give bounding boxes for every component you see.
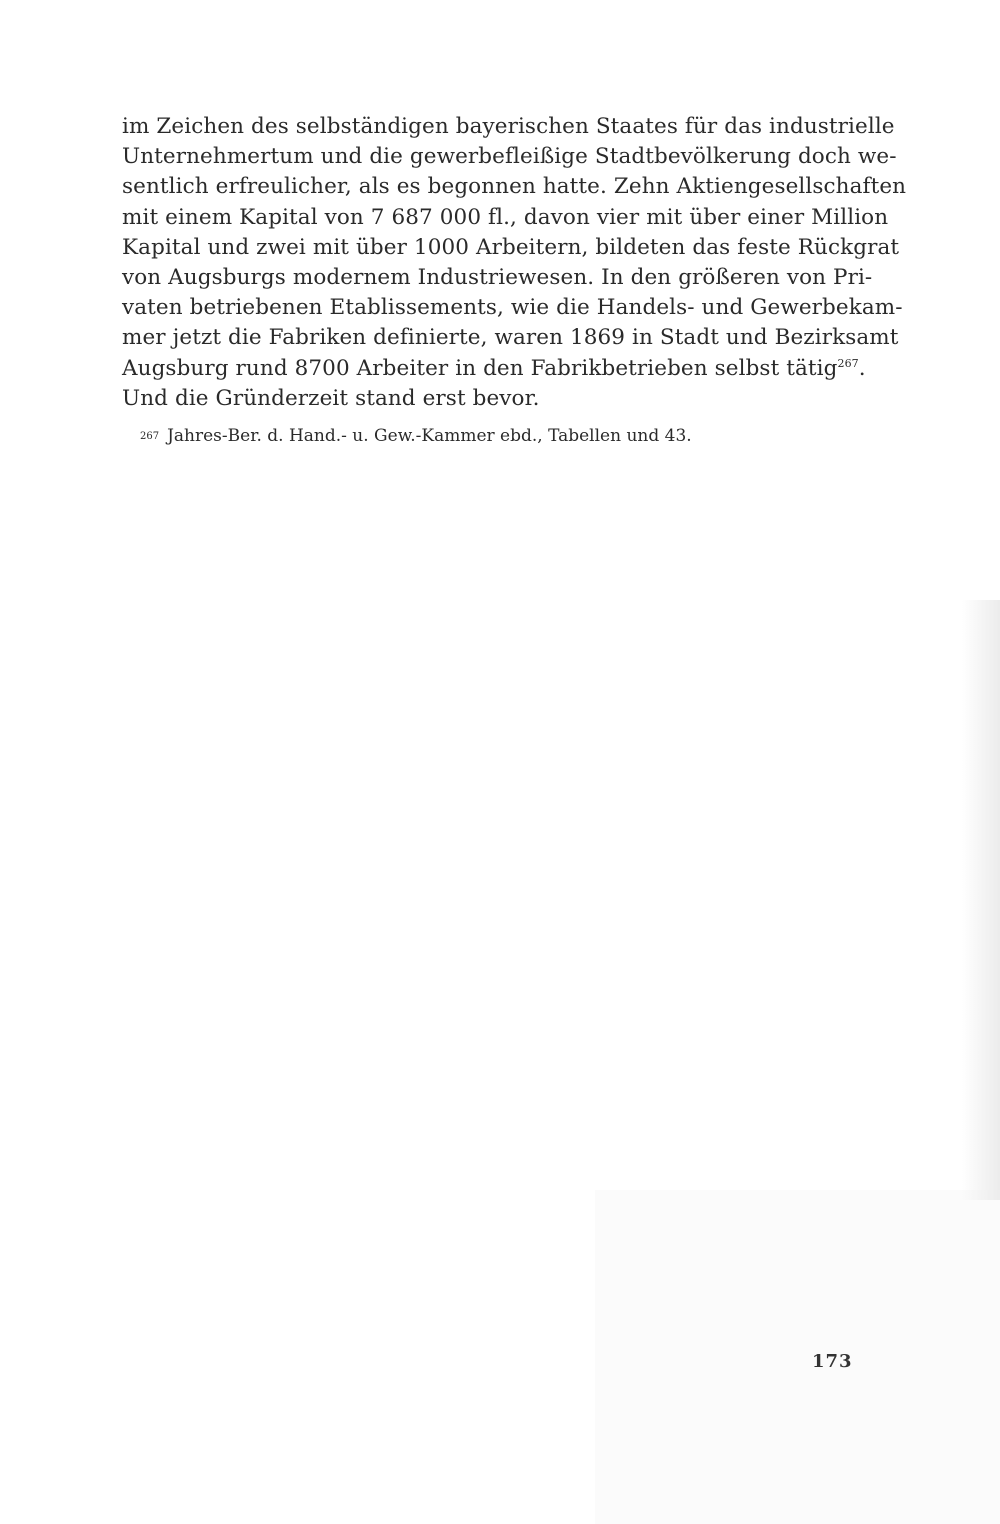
text-line: vaten betriebenen Etablissements, wie die Handels- und Gewerbekam- — [122, 295, 903, 321]
text-line: Und die Gründerzeit stand erst bevor. — [122, 385, 540, 411]
text-line: sentlich erfreulicher, als es begonnen hatte. Zehn Aktiengesellschaften — [122, 174, 907, 200]
text-line: von Augsburgs modernem Industriewesen. In den größeren von Pri- — [122, 265, 873, 291]
text-line: mit einem Kapital von 7 687 000 fl., davon vier mit über einer Million — [122, 204, 889, 230]
page-number: 173 — [812, 1351, 853, 1372]
text-line: mer jetzt die Fabriken definierte, waren 1869 in Stadt und Bezirksamt — [122, 325, 899, 351]
footnote — [140, 424, 840, 448]
text-line-with-footnote — [122, 354, 866, 384]
scan-shadow — [962, 600, 1000, 1200]
footnote-text: Jahres-Ber. d. Hand.- u. Gew.-Kammer ebd., Tabellen und 43. — [167, 426, 692, 446]
footnote-number: 267 — [140, 431, 160, 442]
scan-shadow — [595, 1190, 1000, 1524]
text-line: Kapital und zwei mit über 1000 Arbeitern, bildeten das feste Rückgrat — [122, 234, 900, 260]
footnote-reference: 267 — [837, 356, 859, 370]
body-paragraph — [122, 112, 907, 414]
text-line-content: Augsburg rund 8700 Arbeiter in den Fabrikbetrieben selbst tätig — [122, 355, 838, 381]
line-end-punctuation: . — [858, 355, 866, 381]
text-line: im Zeichen des selbständigen bayerischen Staates für das industrielle — [122, 114, 895, 139]
text-line: Unternehmertum und die gewerbefleißige Stadtbevölkerung doch we- — [122, 144, 897, 170]
